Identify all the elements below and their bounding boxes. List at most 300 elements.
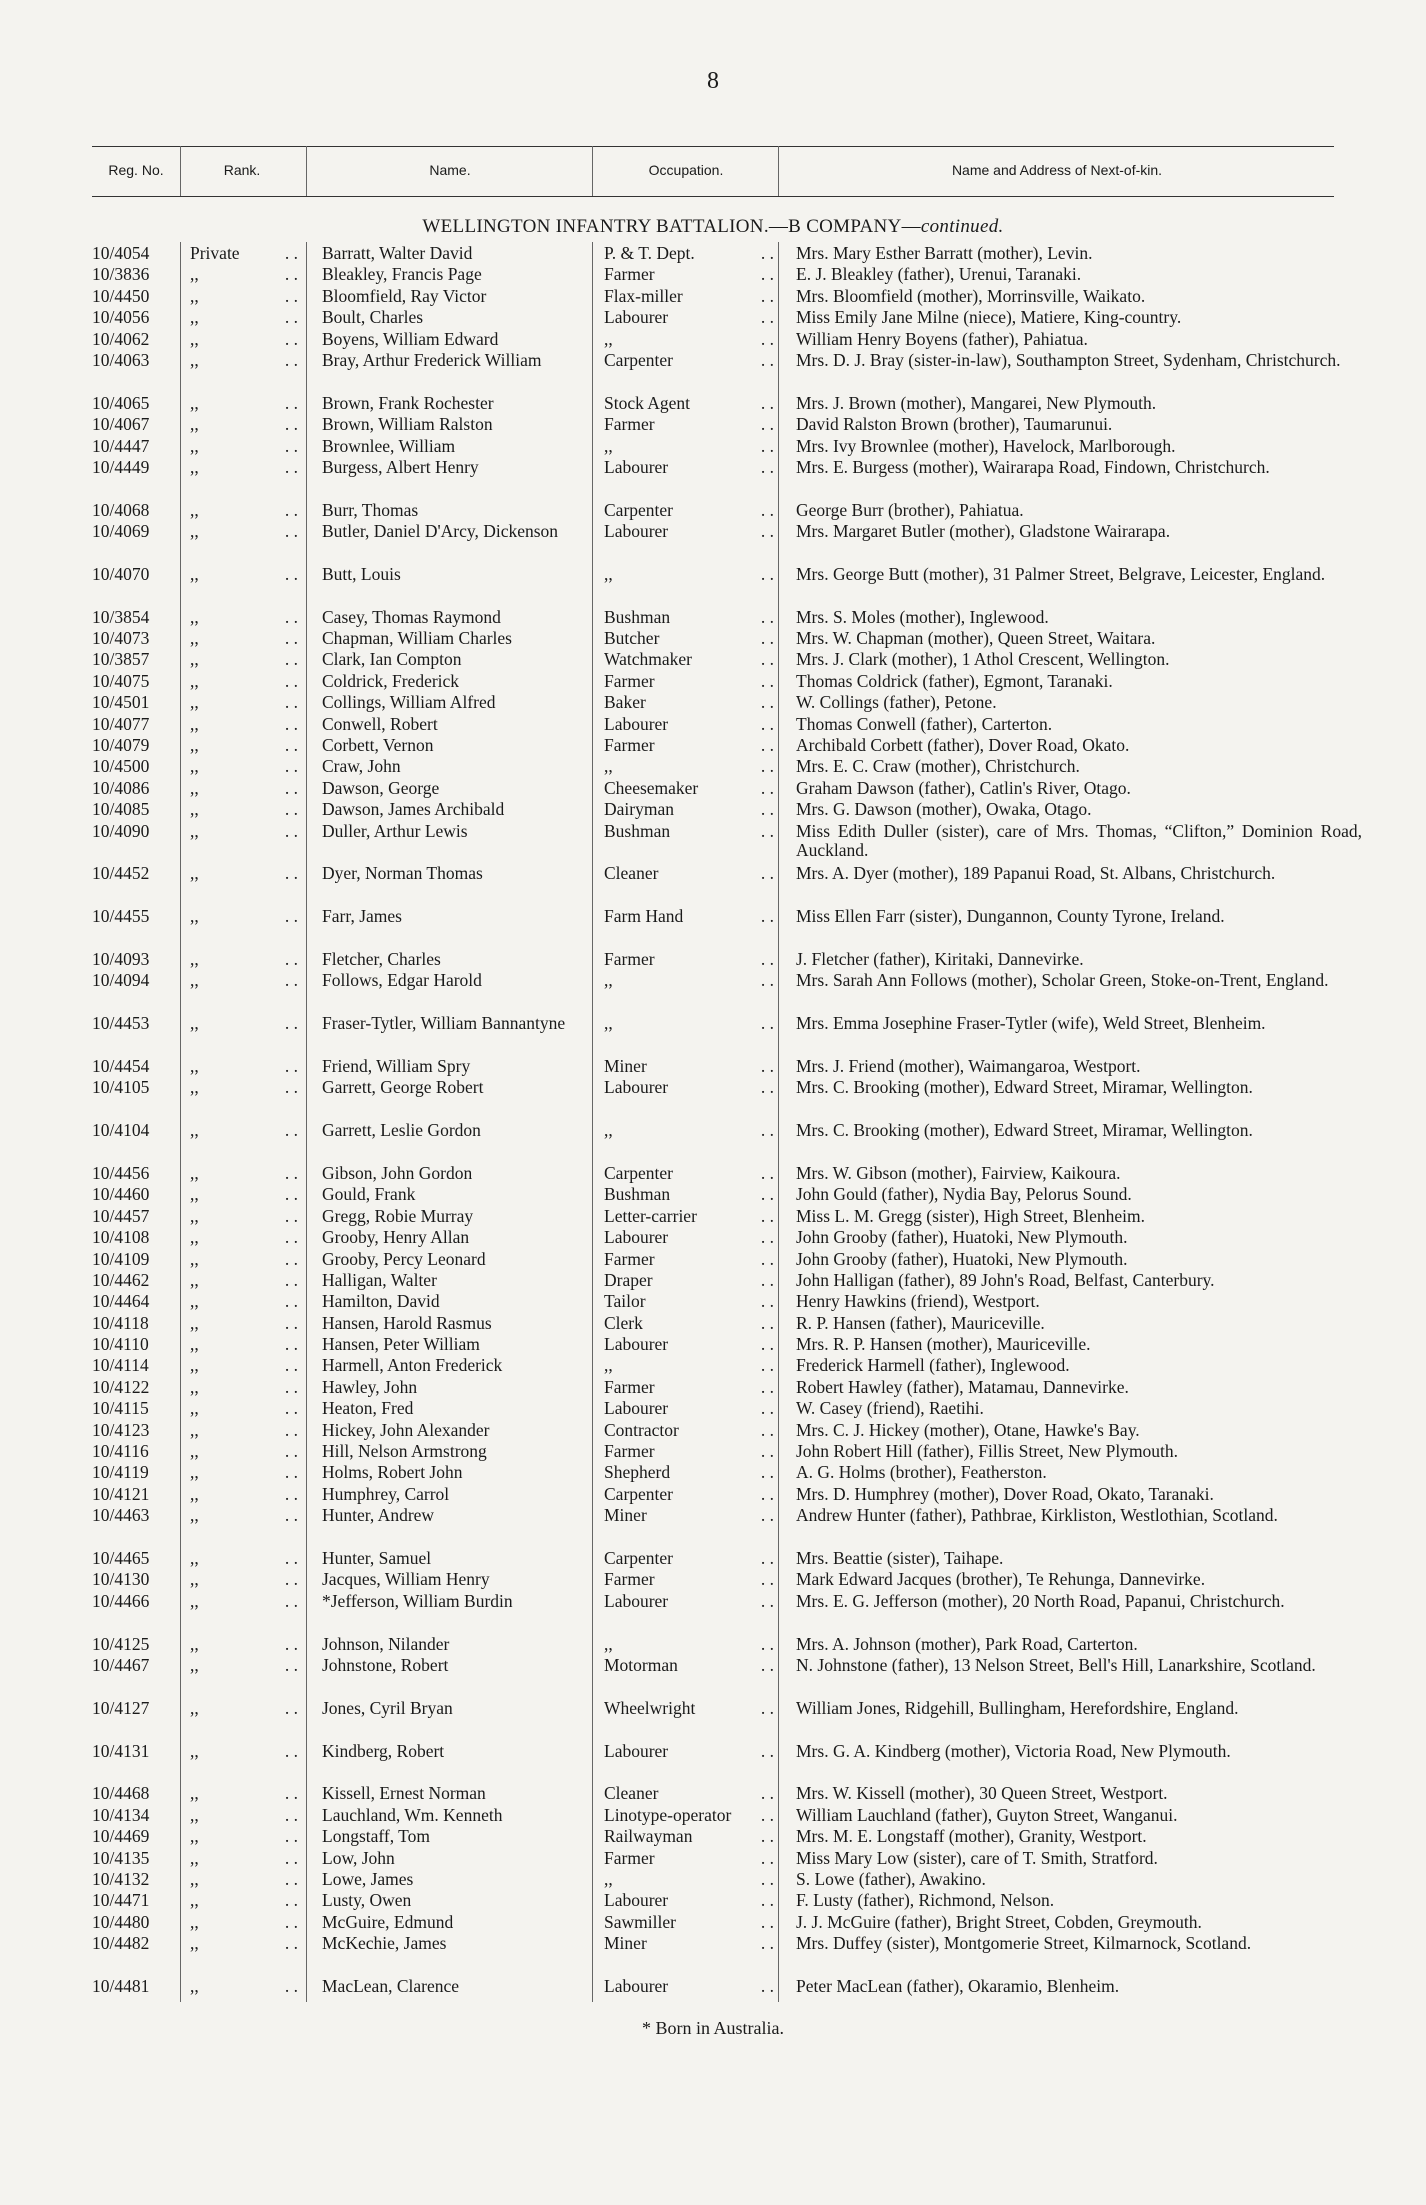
table-row [0,736,1426,757]
name-cell: Hansen, Harold Rasmus [322,1312,492,1333]
next-of-kin-cell: Mrs. E. G. Jefferson (mother), 20 North Road, Papanui, Christchurch. [796,1590,1285,1611]
occupation-cell: Cleaner . . [604,863,774,884]
next-of-kin-cell: Mrs. C. Brooking (mother), Edward Street, Miramar, Wellington. [796,1077,1253,1098]
leader-dots: . . [760,970,774,991]
reg-number: 10/4450 [92,285,150,306]
rank-cell: ,, . . [190,1826,298,1847]
table-row [0,1014,1426,1057]
leader-dots: . . [284,1804,298,1825]
name-cell: Fletcher, Charles [322,949,441,969]
name-cell: Longstaff, Tom [322,1826,430,1847]
table-row [0,1399,1426,1420]
rank-cell: ,, . . [190,692,298,713]
leader-dots: . . [760,1055,774,1076]
reg-number: 10/4090 [92,820,150,841]
name-cell: MacLean, Clarence [322,1975,460,1996]
section-heading [0,216,1426,238]
leader-dots: . . [284,692,298,713]
name-cell: Boyens, William Edward [322,328,499,349]
name-cell: Barratt, Walter David [322,243,473,263]
next-of-kin-cell: Mrs. E. Burgess (mother), Wairarapa Road, Findown, Christchurch. [796,456,1270,477]
name-cell: Gibson, John Gordon [322,1162,473,1183]
leader-dots: . . [284,970,298,991]
leader-dots: . . [284,1826,298,1847]
occupation-cell: Labourer . . [604,1975,774,1996]
rank-cell: ,, . . [190,1569,298,1590]
next-of-kin-cell: Miss Mary Low (sister), care of T. Smith, Stratford. [796,1847,1158,1868]
next-of-kin-cell: Mrs. A. Johnson (mother), Park Road, Carterton. [796,1633,1138,1654]
rank-cell: ,, . . [190,285,298,306]
leader-dots: . . [760,1783,774,1804]
occupation-cell: Labourer . . [604,1227,774,1248]
next-of-kin-cell: Thomas Coldrick (father), Egmont, Taranaki. [796,670,1113,691]
leader-dots: . . [760,349,774,370]
occupation-cell: Carpenter . . [604,499,774,520]
next-of-kin-cell: Mrs. W. Chapman (mother), Queen Street, Waitara. [796,628,1156,649]
occupation-cell: Bushman . . [604,820,774,841]
leader-dots: . . [284,328,298,349]
reg-number: 10/4481 [92,1975,150,1996]
name-cell: Heaton, Fred [322,1398,414,1419]
next-of-kin-cell: Mrs. M. E. Longstaff (mother), Granity, Westport. [796,1826,1147,1847]
leader-dots: . . [284,649,298,670]
occupation-cell: Farmer . . [604,414,774,435]
leader-dots: . . [760,820,774,841]
leader-dots: . . [284,1847,298,1868]
reg-number: 10/4465 [92,1548,150,1569]
rank-cell: ,, . . [190,756,298,777]
name-cell: Lauchland, Wm. Kenneth [322,1804,503,1825]
rank-cell: ,, . . [190,949,298,969]
leader-dots: . . [760,1312,774,1333]
occupation-cell: Motorman . . [604,1654,774,1675]
table-row [0,1934,1426,1977]
leader-dots: . . [760,692,774,713]
leader-dots: . . [760,1633,774,1654]
rank-cell: ,, . . [190,264,298,285]
table-row [0,715,1426,736]
reg-number: 10/4466 [92,1590,150,1611]
reg-number: 10/4105 [92,1077,150,1098]
rank-cell: Private . . [190,243,298,263]
column-divider [592,146,593,196]
table-row [0,1271,1426,1292]
next-of-kin-cell: Andrew Hunter (father), Pathbrae, Kirkliston, Westlothian, Scotland. [796,1505,1278,1526]
leader-dots: . . [284,735,298,756]
leader-dots: . . [284,777,298,798]
table-row [0,1635,1426,1656]
leader-dots: . . [284,1462,298,1483]
rank-cell: ,, . . [190,1227,298,1248]
leader-dots: . . [760,1868,774,1889]
rank-cell: ,, . . [190,1419,298,1440]
reg-number: 10/4085 [92,799,150,820]
reg-number: 10/4077 [92,713,150,734]
occupation-cell: Carpenter . . [604,1483,774,1504]
leader-dots: . . [760,414,774,435]
occupation-cell: Farmer . . [604,670,774,691]
leader-dots: . . [760,1462,774,1483]
leader-dots: . . [760,1398,774,1419]
rank-cell: ,, . . [190,1462,298,1483]
reg-number: 10/4121 [92,1483,150,1504]
table-row [0,265,1426,286]
name-cell: Fraser-Tytler, William Bannantyne [322,1013,566,1034]
rank-cell: ,, . . [190,435,298,456]
table-row [0,1463,1426,1484]
leader-dots: . . [760,606,774,627]
table-row [0,1806,1426,1827]
name-cell: Chapman, William Charles [322,628,512,649]
leader-dots: . . [760,799,774,820]
next-of-kin-cell: Archibald Corbett (father), Dover Road, Okato. [796,735,1130,756]
leader-dots: . . [284,521,298,542]
leader-dots: . . [284,1740,298,1761]
name-cell: Butler, Daniel D'Arcy, Dickenson [322,521,559,542]
name-cell: Halligan, Walter [322,1269,437,1290]
reg-number: 10/4079 [92,735,150,756]
leader-dots: . . [284,1077,298,1098]
rank-cell: ,, . . [190,670,298,691]
occupation-cell: Butcher . . [604,628,774,649]
table-row [0,1506,1426,1549]
name-cell: McGuire, Edmund [322,1911,454,1932]
name-cell: Clark, Ian Compton [322,649,462,670]
leader-dots: . . [760,1483,774,1504]
table-row [0,650,1426,671]
reg-number: 10/4456 [92,1162,150,1183]
name-cell: Johnstone, Robert [322,1654,449,1675]
reg-number: 10/4130 [92,1569,150,1590]
name-cell: Hunter, Samuel [322,1548,432,1569]
table-row [0,1742,1426,1785]
occupation-cell: Letter-carrier . . [604,1205,774,1226]
leader-dots: . . [760,521,774,542]
name-cell: Boult, Charles [322,307,424,328]
next-of-kin-cell: N. Johnstone (father), 13 Nelson Street, Bell's Hill, Lanarkshire, Scotland. [796,1654,1316,1675]
table-row [0,1849,1426,1870]
rank-cell: ,, . . [190,521,298,542]
next-of-kin-cell: Mrs. Mary Esther Barratt (mother), Levin. [796,243,1093,263]
reg-number: 10/4073 [92,628,150,649]
leader-dots: . . [284,285,298,306]
leader-dots: . . [760,563,774,584]
reg-number: 10/4131 [92,1740,150,1761]
rank-cell: ,, . . [190,1205,298,1226]
table-row [0,1314,1426,1335]
occupation-cell: Contractor . . [604,1419,774,1440]
header-rank: Rank. [223,162,261,178]
table-row [0,287,1426,308]
name-cell: Harmell, Anton Frederick [322,1355,503,1376]
table-row [0,1185,1426,1206]
next-of-kin-cell: William Jones, Ridgehill, Bullingham, Herefordshire, England. [796,1697,1239,1718]
rank-cell: ,, . . [190,970,298,991]
occupation-cell: Farmer . . [604,1441,774,1462]
table-row [0,458,1426,501]
next-of-kin-cell: Miss Edith Duller (sister), care of Mrs. Thomas, “Clifton,” Dominion Road, Auckland. [796,820,1362,860]
reg-number: 10/4115 [92,1398,149,1419]
reg-number: 10/4062 [92,328,150,349]
table-row [0,1228,1426,1249]
table-row [0,1164,1426,1185]
leader-dots: . . [284,1055,298,1076]
leader-dots: . . [284,1269,298,1290]
leader-dots: . . [284,1569,298,1590]
reg-number: 10/4460 [92,1184,150,1205]
leader-dots: . . [284,1376,298,1397]
next-of-kin-cell: F. Lusty (father), Richmond, Nelson. [796,1890,1055,1911]
name-cell: Burgess, Albert Henry [322,456,479,477]
leader-dots: . . [760,1975,774,1996]
name-cell: Hickey, John Alexander [322,1419,490,1440]
name-cell: Corbett, Vernon [322,735,434,756]
leader-dots: . . [284,756,298,777]
table-row [0,800,1426,821]
leader-dots: . . [760,1291,774,1312]
rank-cell: ,, . . [190,1162,298,1183]
next-of-kin-cell: Mrs. R. P. Hansen (mother), Mauriceville. [796,1334,1091,1355]
occupation-cell: Clerk . . [604,1312,774,1333]
reg-number: 10/4455 [92,906,150,927]
name-cell: Garrett, Leslie Gordon [322,1120,481,1141]
next-of-kin-cell: Mrs. D. Humphrey (mother), Dover Road, Okato, Taranaki. [796,1483,1214,1504]
leader-dots: . . [284,1633,298,1654]
reg-number: 10/4114 [92,1355,149,1376]
next-of-kin-cell: Mrs. A. Dyer (mother), 189 Papanui Road, St. Albans, Christchurch. [796,863,1276,884]
table-row [0,437,1426,458]
name-cell: Gould, Frank [322,1184,416,1205]
rank-cell: ,, . . [190,1783,298,1804]
leader-dots: . . [284,1911,298,1932]
table-row [0,1570,1426,1591]
table-row [0,1057,1426,1078]
header-name: Name. [429,162,471,178]
name-cell: Hawley, John [322,1376,418,1397]
leader-dots: . . [760,628,774,649]
table-row [0,1827,1426,1848]
leader-dots: . . [760,1654,774,1675]
next-of-kin-cell: Mrs. C. J. Hickey (mother), Otane, Hawke's Bay. [796,1419,1140,1440]
next-of-kin-cell: Mrs. C. Brooking (mother), Edward Street, Miramar, Wellington. [796,1120,1253,1141]
leader-dots: . . [284,713,298,734]
rank-cell: ,, . . [190,1120,298,1141]
reg-number: 10/4453 [92,1013,150,1034]
name-cell: Grooby, Percy Leonard [322,1248,486,1269]
reg-number: 10/4480 [92,1911,150,1932]
leader-dots: . . [760,1162,774,1183]
reg-number: 10/4469 [92,1826,150,1847]
next-of-kin-cell: Mrs. G. A. Kindberg (mother), Victoria Road, New Plymouth. [796,1740,1231,1761]
leader-dots: . . [284,1184,298,1205]
reg-number: 10/4132 [92,1868,150,1889]
reg-number: 10/4109 [92,1248,150,1269]
name-cell: Lowe, James [322,1868,414,1889]
occupation-cell: Farmer . . [604,264,774,285]
leader-dots: . . [284,264,298,285]
name-cell: McKechie, James [322,1933,447,1954]
leader-dots: . . [760,1590,774,1611]
next-of-kin-cell: S. Lowe (father), Awakino. [796,1868,986,1889]
next-of-kin-cell: Mrs. George Butt (mother), 31 Palmer Street, Belgrave, Leicester, England. [796,563,1326,584]
rank-cell: ,, . . [190,1633,298,1654]
leader-dots: . . [284,414,298,435]
leader-dots: . . [760,1013,774,1034]
name-cell: Kindberg, Robert [322,1740,445,1761]
leader-dots: . . [760,1077,774,1098]
leader-dots: . . [760,1248,774,1269]
leader-dots: . . [760,1441,774,1462]
next-of-kin-cell: Miss Ellen Farr (sister), Dungannon, County Tyrone, Ireland. [796,906,1225,927]
reg-number: 10/4068 [92,499,150,520]
leader-dots: . . [760,735,774,756]
header-occupation: Occupation. [648,162,724,178]
next-of-kin-cell: John Halligan (father), 89 John's Road, Belfast, Canterbury. [796,1269,1215,1290]
table-row [0,1356,1426,1377]
leader-dots: . . [760,307,774,328]
name-cell: Jacques, William Henry [322,1569,490,1590]
column-divider [778,146,779,196]
leader-dots: . . [760,777,774,798]
reg-number: 10/4447 [92,435,150,456]
rank-cell: ,, . . [190,735,298,756]
occupation-cell: Draper . . [604,1269,774,1290]
reg-number: 10/4075 [92,670,150,691]
reg-number: 10/4134 [92,1804,150,1825]
leader-dots: . . [284,1697,298,1718]
next-of-kin-cell: Graham Dawson (father), Catlin's River, Otago. [796,777,1131,798]
reg-number: 10/4467 [92,1654,150,1675]
occupation-cell: Labourer . . [604,1890,774,1911]
leader-dots: . . [284,1483,298,1504]
occupation-cell: Labourer . . [604,1077,774,1098]
occupation-cell: Labourer . . [604,456,774,477]
rank-cell: ,, . . [190,1248,298,1269]
leader-dots: . . [760,392,774,413]
name-cell: Hamilton, David [322,1291,440,1312]
leader-dots: . . [284,1505,298,1526]
reg-number: 10/4454 [92,1055,150,1076]
leader-dots: . . [760,1804,774,1825]
leader-dots: . . [760,1269,774,1290]
table-row [0,1699,1426,1742]
reg-number: 10/4452 [92,863,150,884]
reg-number: 10/4463 [92,1505,150,1526]
leader-dots: . . [284,563,298,584]
leader-dots: . . [284,1548,298,1569]
table-row [0,1891,1426,1912]
occupation-cell: Labourer . . [604,1398,774,1419]
reg-number: 10/4457 [92,1205,150,1226]
next-of-kin-cell: Thomas Conwell (father), Carterton. [796,713,1053,734]
name-cell: Brown, Frank Rochester [322,392,494,413]
leader-dots: . . [760,285,774,306]
name-cell: Bleakley, Francis Page [322,264,482,285]
table-row [0,1485,1426,1506]
occupation-cell: Railwayman . . [604,1826,774,1847]
leader-dots: . . [284,1227,298,1248]
leader-dots: . . [284,1162,298,1183]
leader-dots: . . [284,1441,298,1462]
table-row [0,394,1426,415]
leader-dots: . . [284,1248,298,1269]
occupation-cell: ,, . . [604,563,774,584]
reg-number: 10/4471 [92,1890,150,1911]
next-of-kin-cell: Mrs. W. Kissell (mother), 30 Queen Street, Westport. [796,1783,1168,1804]
occupation-cell: Carpenter . . [604,349,774,370]
next-of-kin-cell: David Ralston Brown (brother), Taumarunui. [796,414,1113,435]
name-cell: Humphrey, Carrol [322,1483,450,1504]
table-row [0,565,1426,608]
rank-cell: ,, . . [190,563,298,584]
rank-cell: ,, . . [190,1548,298,1569]
name-cell: Dawson, George [322,777,440,798]
header-next-of-kin: Name and Address of Next-of-kin. [951,162,1163,178]
next-of-kin-cell: Mrs. Sarah Ann Follows (mother), Scholar Green, Stoke-on-Trent, England. [796,970,1329,991]
header-bottom-rule [92,196,1334,197]
rank-cell: ,, . . [190,820,298,841]
occupation-cell: Shepherd . . [604,1462,774,1483]
table-row [0,501,1426,522]
table-row [0,907,1426,950]
rank-cell: ,, . . [190,1376,298,1397]
next-of-kin-cell: Mrs. D. J. Bray (sister-in-law), Southampton Street, Sydenham, Christchurch. [796,349,1341,370]
name-cell: Brown, William Ralston [322,414,493,435]
reg-number: 10/4094 [92,970,150,991]
occupation-cell: Labourer . . [604,713,774,734]
name-cell: Dyer, Norman Thomas [322,863,483,884]
reg-number: 10/4482 [92,1933,150,1954]
name-cell: Friend, William Spry [322,1055,471,1076]
next-of-kin-cell: E. J. Bleakley (father), Urenui, Taranaki. [796,264,1082,285]
table-row [0,1207,1426,1228]
leader-dots: . . [760,435,774,456]
leader-dots: . . [760,1890,774,1911]
rank-cell: ,, . . [190,1013,298,1034]
reg-number: 10/4122 [92,1376,150,1397]
leader-dots: . . [284,456,298,477]
table-row [0,1292,1426,1313]
leader-dots: . . [760,1334,774,1355]
occupation-cell: Farmer . . [604,735,774,756]
next-of-kin-cell: Miss L. M. Gregg (sister), High Street, Blenheim. [796,1205,1145,1226]
leader-dots: . . [760,1419,774,1440]
occupation-cell: Dairyman . . [604,799,774,820]
name-cell: Coldrick, Frederick [322,670,460,691]
name-cell: Farr, James [322,906,402,927]
leader-dots: . . [760,328,774,349]
rank-cell: ,, . . [190,1654,298,1675]
leader-dots: . . [760,1933,774,1954]
next-of-kin-cell: W. Casey (friend), Raetihi. [796,1398,984,1419]
name-cell: Dawson, James Archibald [322,799,505,820]
rank-cell: ,, . . [190,1847,298,1868]
next-of-kin-cell: Mrs. J. Friend (mother), Waimangaroa, Westport. [796,1055,1141,1076]
next-of-kin-cell: Mrs. S. Moles (mother), Inglewood. [796,606,1049,627]
leader-dots: . . [284,243,298,263]
table-row [0,308,1426,329]
occupation-cell: Tailor . . [604,1291,774,1312]
occupation-cell: Farmer . . [604,949,774,969]
next-of-kin-cell: Mrs. Margaret Butler (mother), Gladstone Wairarapa. [796,521,1171,542]
reg-number: 10/4069 [92,521,150,542]
name-cell: Lusty, Owen [322,1890,412,1911]
leader-dots: . . [760,1205,774,1226]
leader-dots: . . [760,1569,774,1590]
reg-number: 10/4110 [92,1334,149,1355]
leader-dots: . . [760,1505,774,1526]
rank-cell: ,, . . [190,349,298,370]
